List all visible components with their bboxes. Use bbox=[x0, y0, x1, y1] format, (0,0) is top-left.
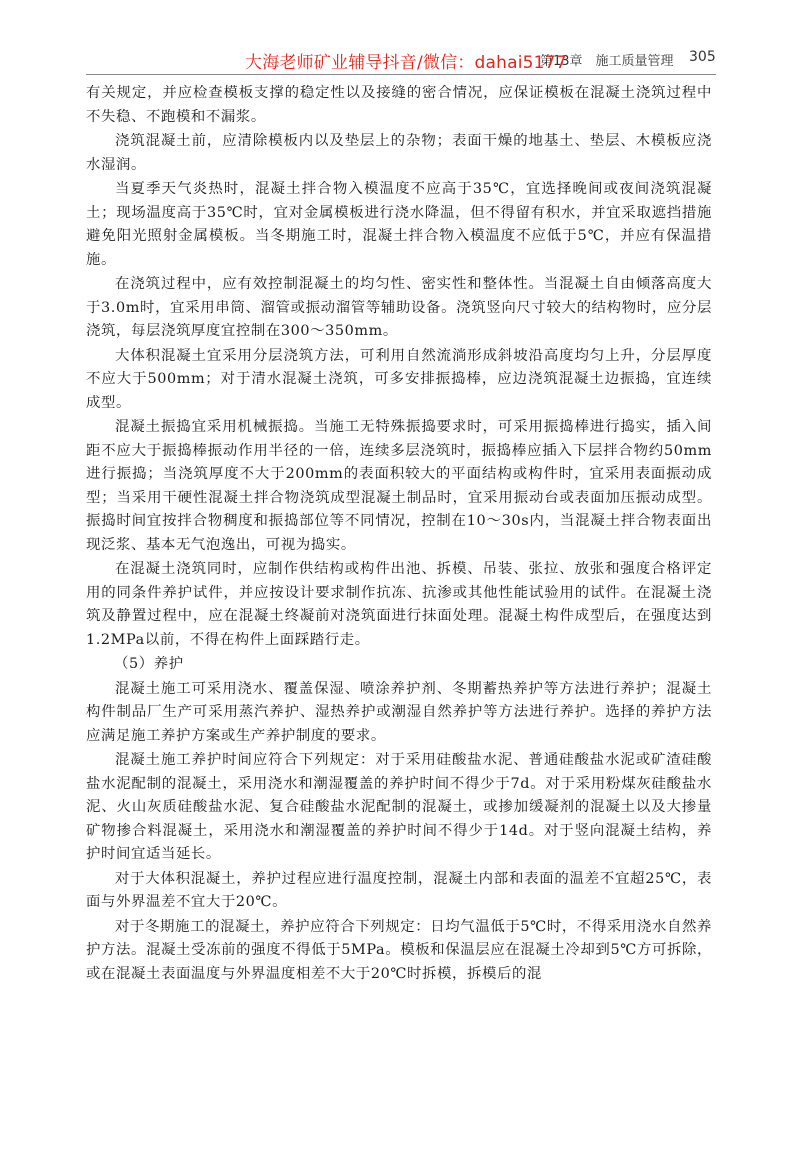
section-heading: （5）养护 bbox=[114, 656, 184, 672]
paragraph: 混凝土振捣宜采用机械振捣。当施工无特殊振捣要求时，可采用振捣棒进行捣实，插入间距不应大于振捣棒振动作用半径的一倍，连续多层浇筑时，振捣棒应插入下层拌合物约50mm进行振捣；当浇筑厚度不大于200mm的表面积较大的平面结构或构件时，宜采用表面振动成型；当采用干硬性混凝土拌合物浇筑成型混凝土制品时，宜采用振动台或表面加压振动成型。振捣时间宜按拌合物稠度和振捣部位等不同情况，控制在10～30s内，当混凝土拌合物表面出现泛浆、基本无气泡逸出，可视为捣实。 bbox=[86, 419, 712, 553]
paragraph: 混凝土施工养护时间应符合下列规定：对于采用硅酸盐水泥、普通硅酸盐水泥或矿渣硅酸盐水泥配制的混凝土，采用浇水和潮湿覆盖的养护时间不得少于7d。对于采用粉煤灰硅酸盐水泥、火山灰质硅酸盐水泥、复合硅酸盐水泥配制的混凝土，或掺加缓凝剂的混凝土以及大掺量矿物掺合料混凝土，采用浇水和潮湿覆盖的养护时间不得少于14d。对于竖向混凝土结构，养护时间宜适当延长。 bbox=[86, 752, 712, 862]
paragraph: 当夏季天气炎热时，混凝土拌合物入模温度不应高于35℃，宜选择晚间或夜间浇筑混凝土；现场温度高于35℃时，宜对金属模板进行浇水降温，但不得留有积水，并宜采取遮挡措施避免阳光照射金属模板。当冬期施工时，混凝土拌合物入模温度不应低于5℃，并应有保温措施。 bbox=[86, 181, 712, 268]
paragraph: 对于大体积混凝土，养护过程应进行温度控制，混凝土内部和表面的温差不宜超25℃，表面与外界温差不宜大于20℃。 bbox=[86, 870, 712, 910]
header-divider bbox=[86, 74, 716, 75]
chapter-title: 第13章 施工质量管理 bbox=[540, 54, 674, 69]
paragraph: 对于冬期施工的混凝土，养护应符合下列规定：日均气温低于5℃时，不得采用浇水自然养护方法。混凝土受冻前的强度不得低于5MPa。模板和保温层应在混凝土冷却到5℃方可拆除，或在混凝土表面温度与外界温度相差不大于20℃时拆模，拆模后的混 bbox=[86, 918, 712, 982]
watermark-text: 大海老师矿业辅导抖音/微信：dahai5177 bbox=[245, 53, 567, 73]
paragraph: 在浇筑过程中，应有效控制混凝土的均匀性、密实性和整体性。当混凝土自由倾落高度大于3.0m时，宜采用串筒、溜管或振动溜管等辅助设备。浇筑竖向尺寸较大的结构物时，应分层浇筑，每层浇筑厚度宜控制在300～350mm。 bbox=[86, 276, 712, 339]
paragraph-continued: 有关规定，并应检查模板支撑的稳定性以及接缝的密合情况，应保证模板在混凝土浇筑过程中不失稳、不跑模和不漏浆。 bbox=[86, 85, 712, 125]
paragraph: 浇筑混凝土前，应清除模板内以及垫层上的杂物；表面干燥的地基土、垫层、木模板应浇水湿润。 bbox=[86, 133, 712, 173]
paragraph: 大体积混凝土宜采用分层浇筑方法，可利用自然流淌形成斜坡沿高度均匀上升，分层厚度不应大于500mm；对于清水混凝土浇筑，可多安排振捣棒，应边浇筑混凝土边振捣，宜连续成型。 bbox=[86, 347, 712, 411]
paragraph: 在混凝土浇筑同时，应制作供结构或构件出池、拆模、吊装、张拉、放张和强度合格评定用的同条件养护试件，并应按设计要求制作抗冻、抗渗或其他性能试验用的试件。在混凝土浇筑及静置过程中，应在混凝土终凝前对浇筑面进行抹面处理。混凝土构件成型后，在强度达到1.2MPa以前，不得在构件上面踩踏行走。 bbox=[86, 561, 712, 648]
page-number: 305 bbox=[689, 49, 716, 65]
paragraph: 混凝土施工可采用浇水、覆盖保湿、喷涂养护剂、冬期蓄热养护等方法进行养护；混凝土构件制品厂生产可采用蒸汽养护、湿热养护或潮湿自然养护等方法进行养护。选择的养护方法应满足施工养护方案或生产养护制度的要求。 bbox=[86, 680, 712, 744]
page-body bbox=[86, 82, 712, 987]
